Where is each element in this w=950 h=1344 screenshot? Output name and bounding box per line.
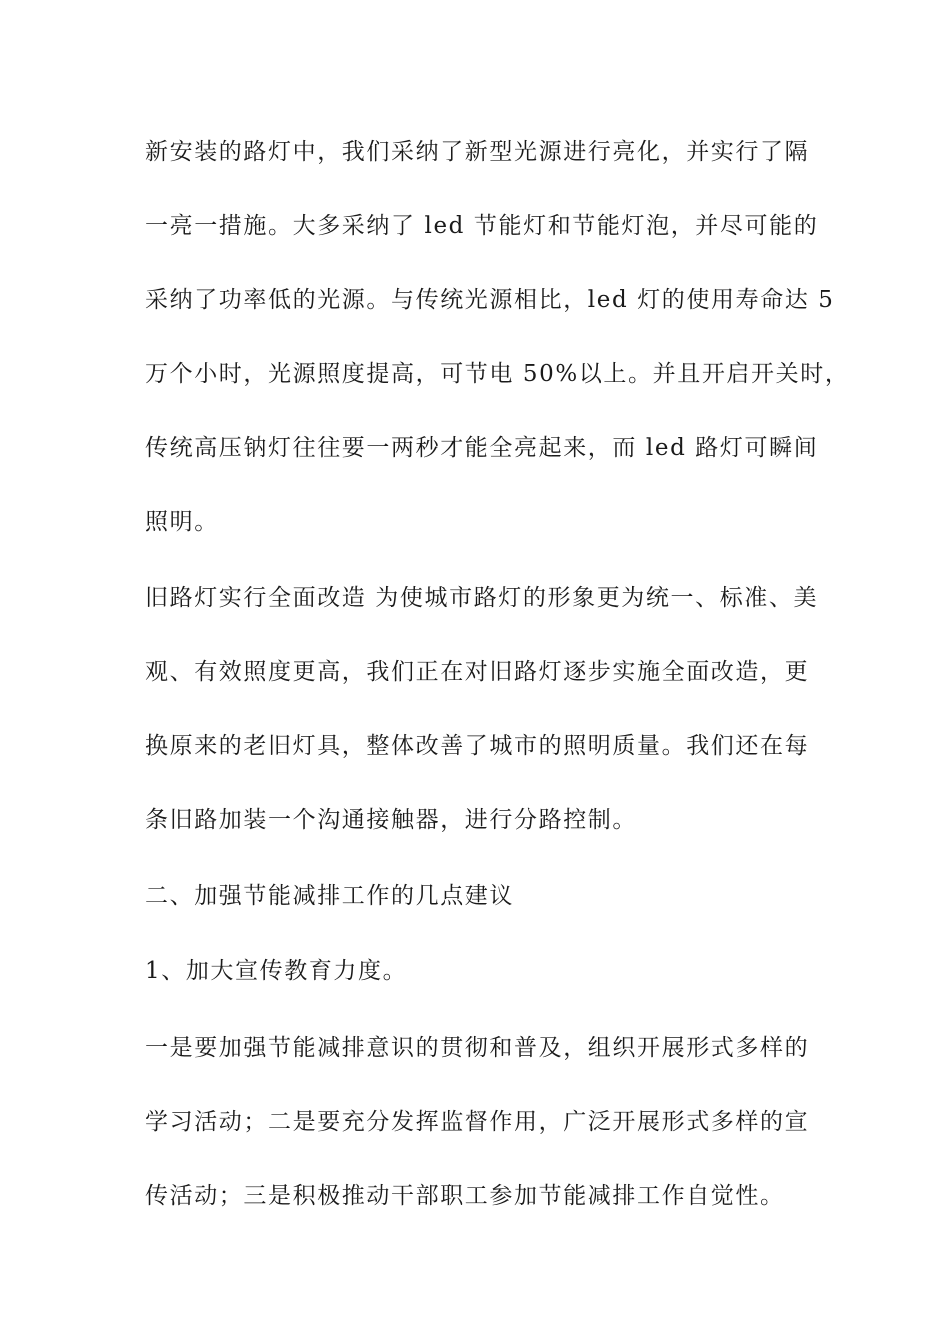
body-text-line: 照明。 [145, 509, 219, 535]
section-heading: 二、加强节能减排工作的几点建议 [145, 883, 514, 909]
body-text-line: 采纳了功率低的光源。与传统光源相比，led 灯的使用寿命达 5 [145, 287, 835, 313]
body-text-line: 旧路灯实行全面改造 为使城市路灯的形象更为统一、标准、美 [145, 585, 819, 611]
body-text-line: 一是要加强节能减排意识的贯彻和普及，组织开展形式多样的 [145, 1035, 810, 1061]
body-text-line: 观、有效照度更高，我们正在对旧路灯逐步实施全面改造，更 [145, 659, 810, 685]
body-text-line: 新安装的路灯中，我们采纳了新型光源进行亮化，并实行了隔 [145, 139, 810, 165]
body-text-line: 万个小时，光源照度提高，可节电 50%以上。并且开启开关时， [145, 361, 850, 387]
body-text-line: 传统高压钠灯往往要一两秒才能全亮起来，而 led 路灯可瞬间 [145, 435, 819, 461]
body-text-line: 换原来的老旧灯具，整体改善了城市的照明质量。我们还在每 [145, 733, 810, 759]
body-text-line: 学习活动；二是要充分发挥监督作用，广泛开展形式多样的宣 [145, 1109, 810, 1135]
body-text-line: 传活动；三是积极推动干部职工参加节能减排工作自觉性。 [145, 1183, 785, 1209]
body-text-line: 条旧路加装一个沟通接触器，进行分路控制。 [145, 807, 637, 833]
body-text-line: 一亮一措施。大多采纳了 led 节能灯和节能灯泡，并尽可能的 [145, 213, 819, 239]
subsection-heading: 1、加大宣传教育力度。 [145, 958, 408, 984]
